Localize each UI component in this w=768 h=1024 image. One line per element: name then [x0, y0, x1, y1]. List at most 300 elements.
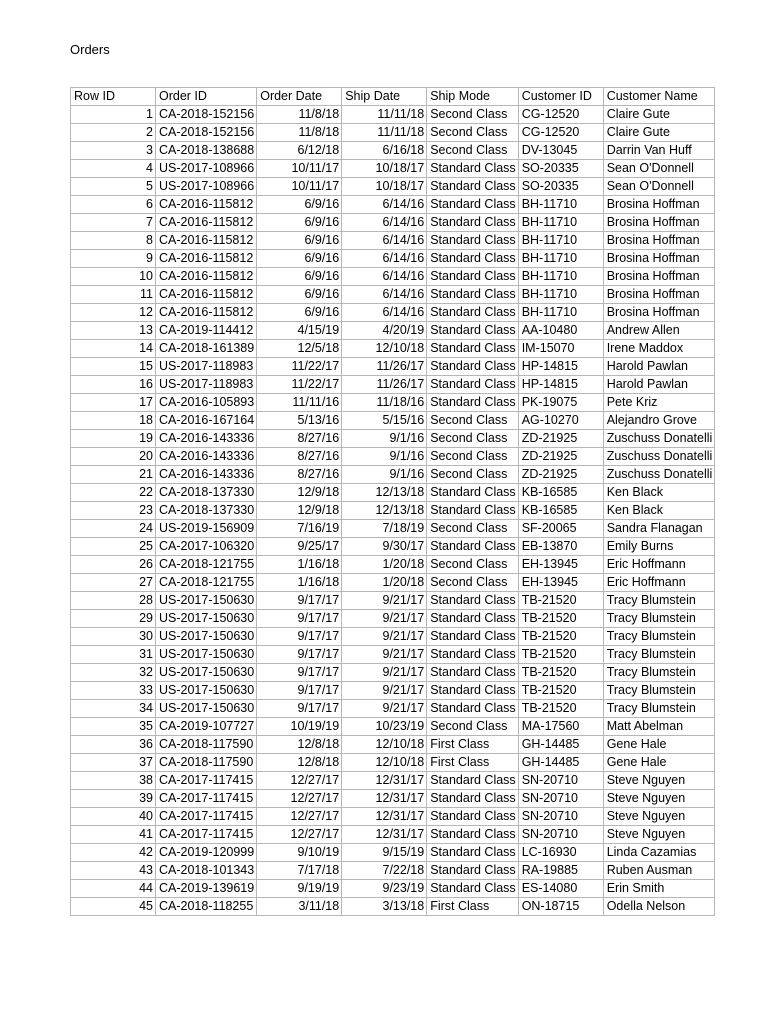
customer-id-cell[interactable]: TB-21520: [518, 664, 603, 682]
ship-mode-cell[interactable]: Standard Class: [427, 826, 518, 844]
order-id-cell[interactable]: CA-2018-138688: [156, 142, 257, 160]
order-id-cell[interactable]: CA-2016-105893: [156, 394, 257, 412]
order-id-cell[interactable]: US-2017-150630: [156, 700, 257, 718]
order-date-cell[interactable]: 8/27/16: [257, 430, 342, 448]
customer-name-cell[interactable]: Tracy Blumstein: [603, 682, 715, 700]
customer-name-cell[interactable]: Matt Abelman: [603, 718, 715, 736]
ship-mode-cell[interactable]: Second Class: [427, 718, 518, 736]
ship-date-cell[interactable]: 9/21/17: [342, 682, 427, 700]
ship-date-cell[interactable]: 9/1/16: [342, 448, 427, 466]
row-id-cell[interactable]: 10: [71, 268, 156, 286]
ship-date-cell[interactable]: 1/20/18: [342, 574, 427, 592]
ship-date-cell[interactable]: 9/1/16: [342, 466, 427, 484]
ship-mode-cell[interactable]: Standard Class: [427, 178, 518, 196]
row-id-cell[interactable]: 6: [71, 196, 156, 214]
row-id-cell[interactable]: 16: [71, 376, 156, 394]
customer-id-cell[interactable]: TB-21520: [518, 628, 603, 646]
customer-id-cell[interactable]: GH-14485: [518, 754, 603, 772]
customer-id-cell[interactable]: SO-20335: [518, 178, 603, 196]
ship-date-cell[interactable]: 6/16/18: [342, 142, 427, 160]
customer-id-cell[interactable]: SF-20065: [518, 520, 603, 538]
ship-date-cell[interactable]: 6/14/16: [342, 268, 427, 286]
customer-id-cell[interactable]: CG-12520: [518, 106, 603, 124]
row-id-cell[interactable]: 5: [71, 178, 156, 196]
order-date-cell[interactable]: 6/9/16: [257, 214, 342, 232]
order-date-cell[interactable]: 1/16/18: [257, 574, 342, 592]
customer-id-cell[interactable]: GH-14485: [518, 736, 603, 754]
ship-date-cell[interactable]: 12/31/17: [342, 826, 427, 844]
ship-date-cell[interactable]: 12/10/18: [342, 754, 427, 772]
ship-mode-cell[interactable]: Standard Class: [427, 844, 518, 862]
customer-name-cell[interactable]: Eric Hoffmann: [603, 556, 715, 574]
order-date-cell[interactable]: 9/17/17: [257, 646, 342, 664]
ship-mode-cell[interactable]: Standard Class: [427, 646, 518, 664]
order-id-cell[interactable]: US-2019-156909: [156, 520, 257, 538]
row-id-cell[interactable]: 15: [71, 358, 156, 376]
order-id-cell[interactable]: US-2017-150630: [156, 628, 257, 646]
order-date-cell[interactable]: 6/9/16: [257, 232, 342, 250]
column-header-ship-date[interactable]: Ship Date: [342, 88, 427, 106]
order-id-cell[interactable]: CA-2017-117415: [156, 790, 257, 808]
order-id-cell[interactable]: CA-2018-101343: [156, 862, 257, 880]
ship-date-cell[interactable]: 6/14/16: [342, 286, 427, 304]
row-id-cell[interactable]: 4: [71, 160, 156, 178]
ship-date-cell[interactable]: 9/21/17: [342, 628, 427, 646]
ship-mode-cell[interactable]: Standard Class: [427, 610, 518, 628]
customer-id-cell[interactable]: AA-10480: [518, 322, 603, 340]
ship-date-cell[interactable]: 6/14/16: [342, 250, 427, 268]
ship-mode-cell[interactable]: Second Class: [427, 124, 518, 142]
customer-name-cell[interactable]: Linda Cazamias: [603, 844, 715, 862]
customer-id-cell[interactable]: BH-11710: [518, 268, 603, 286]
order-id-cell[interactable]: CA-2017-106320: [156, 538, 257, 556]
row-id-cell[interactable]: 42: [71, 844, 156, 862]
order-date-cell[interactable]: 9/17/17: [257, 664, 342, 682]
order-date-cell[interactable]: 12/9/18: [257, 484, 342, 502]
ship-date-cell[interactable]: 12/10/18: [342, 340, 427, 358]
customer-id-cell[interactable]: BH-11710: [518, 286, 603, 304]
ship-mode-cell[interactable]: Standard Class: [427, 808, 518, 826]
row-id-cell[interactable]: 40: [71, 808, 156, 826]
order-id-cell[interactable]: CA-2018-121755: [156, 574, 257, 592]
order-id-cell[interactable]: CA-2016-143336: [156, 466, 257, 484]
row-id-cell[interactable]: 1: [71, 106, 156, 124]
ship-date-cell[interactable]: 12/10/18: [342, 736, 427, 754]
customer-id-cell[interactable]: TB-21520: [518, 646, 603, 664]
order-date-cell[interactable]: 12/27/17: [257, 808, 342, 826]
order-id-cell[interactable]: CA-2016-115812: [156, 304, 257, 322]
row-id-cell[interactable]: 20: [71, 448, 156, 466]
ship-mode-cell[interactable]: Standard Class: [427, 304, 518, 322]
customer-id-cell[interactable]: DV-13045: [518, 142, 603, 160]
customer-name-cell[interactable]: Zuschuss Donatelli: [603, 448, 715, 466]
order-id-cell[interactable]: CA-2019-139619: [156, 880, 257, 898]
customer-name-cell[interactable]: Tracy Blumstein: [603, 646, 715, 664]
row-id-cell[interactable]: 13: [71, 322, 156, 340]
order-id-cell[interactable]: US-2017-150630: [156, 646, 257, 664]
order-date-cell[interactable]: 12/5/18: [257, 340, 342, 358]
order-id-cell[interactable]: CA-2016-115812: [156, 286, 257, 304]
order-date-cell[interactable]: 12/27/17: [257, 826, 342, 844]
row-id-cell[interactable]: 2: [71, 124, 156, 142]
customer-name-cell[interactable]: Tracy Blumstein: [603, 664, 715, 682]
ship-mode-cell[interactable]: Standard Class: [427, 160, 518, 178]
ship-mode-cell[interactable]: Second Class: [427, 466, 518, 484]
ship-date-cell[interactable]: 10/18/17: [342, 178, 427, 196]
customer-id-cell[interactable]: BH-11710: [518, 214, 603, 232]
row-id-cell[interactable]: 41: [71, 826, 156, 844]
ship-mode-cell[interactable]: Second Class: [427, 430, 518, 448]
customer-id-cell[interactable]: LC-16930: [518, 844, 603, 862]
ship-date-cell[interactable]: 3/13/18: [342, 898, 427, 916]
row-id-cell[interactable]: 3: [71, 142, 156, 160]
order-date-cell[interactable]: 9/17/17: [257, 592, 342, 610]
customer-name-cell[interactable]: Steve Nguyen: [603, 826, 715, 844]
ship-date-cell[interactable]: 9/21/17: [342, 664, 427, 682]
ship-mode-cell[interactable]: Standard Class: [427, 214, 518, 232]
order-id-cell[interactable]: CA-2016-115812: [156, 250, 257, 268]
customer-name-cell[interactable]: Sean O'Donnell: [603, 160, 715, 178]
row-id-cell[interactable]: 23: [71, 502, 156, 520]
ship-mode-cell[interactable]: Standard Class: [427, 394, 518, 412]
order-date-cell[interactable]: 6/12/18: [257, 142, 342, 160]
order-id-cell[interactable]: CA-2017-117415: [156, 808, 257, 826]
ship-date-cell[interactable]: 12/13/18: [342, 502, 427, 520]
order-id-cell[interactable]: CA-2016-167164: [156, 412, 257, 430]
order-date-cell[interactable]: 11/22/17: [257, 358, 342, 376]
ship-mode-cell[interactable]: Standard Class: [427, 196, 518, 214]
ship-mode-cell[interactable]: Standard Class: [427, 232, 518, 250]
order-date-cell[interactable]: 5/13/16: [257, 412, 342, 430]
order-id-cell[interactable]: CA-2018-161389: [156, 340, 257, 358]
customer-name-cell[interactable]: Tracy Blumstein: [603, 700, 715, 718]
order-date-cell[interactable]: 8/27/16: [257, 448, 342, 466]
order-id-cell[interactable]: CA-2016-143336: [156, 448, 257, 466]
order-id-cell[interactable]: CA-2016-115812: [156, 214, 257, 232]
customer-id-cell[interactable]: RA-19885: [518, 862, 603, 880]
row-id-cell[interactable]: 27: [71, 574, 156, 592]
ship-mode-cell[interactable]: First Class: [427, 754, 518, 772]
row-id-cell[interactable]: 7: [71, 214, 156, 232]
customer-name-cell[interactable]: Darrin Van Huff: [603, 142, 715, 160]
customer-id-cell[interactable]: BH-11710: [518, 232, 603, 250]
order-id-cell[interactable]: CA-2018-152156: [156, 106, 257, 124]
order-id-cell[interactable]: CA-2016-115812: [156, 268, 257, 286]
row-id-cell[interactable]: 35: [71, 718, 156, 736]
customer-name-cell[interactable]: Harold Pawlan: [603, 376, 715, 394]
order-id-cell[interactable]: CA-2016-115812: [156, 232, 257, 250]
order-id-cell[interactable]: US-2017-150630: [156, 592, 257, 610]
order-id-cell[interactable]: CA-2018-137330: [156, 484, 257, 502]
row-id-cell[interactable]: 45: [71, 898, 156, 916]
customer-id-cell[interactable]: MA-17560: [518, 718, 603, 736]
customer-name-cell[interactable]: Sandra Flanagan: [603, 520, 715, 538]
ship-mode-cell[interactable]: Standard Class: [427, 538, 518, 556]
ship-mode-cell[interactable]: Standard Class: [427, 250, 518, 268]
order-id-cell[interactable]: CA-2019-120999: [156, 844, 257, 862]
order-id-cell[interactable]: CA-2016-143336: [156, 430, 257, 448]
customer-name-cell[interactable]: Tracy Blumstein: [603, 610, 715, 628]
order-id-cell[interactable]: US-2017-108966: [156, 178, 257, 196]
row-id-cell[interactable]: 44: [71, 880, 156, 898]
ship-date-cell[interactable]: 10/23/19: [342, 718, 427, 736]
row-id-cell[interactable]: 9: [71, 250, 156, 268]
ship-date-cell[interactable]: 6/14/16: [342, 196, 427, 214]
row-id-cell[interactable]: 30: [71, 628, 156, 646]
customer-id-cell[interactable]: KB-16585: [518, 484, 603, 502]
order-id-cell[interactable]: CA-2018-117590: [156, 736, 257, 754]
ship-date-cell[interactable]: 9/1/16: [342, 430, 427, 448]
ship-mode-cell[interactable]: Standard Class: [427, 286, 518, 304]
ship-date-cell[interactable]: 5/15/16: [342, 412, 427, 430]
ship-mode-cell[interactable]: Second Class: [427, 412, 518, 430]
order-date-cell[interactable]: 9/25/17: [257, 538, 342, 556]
ship-date-cell[interactable]: 11/18/16: [342, 394, 427, 412]
order-date-cell[interactable]: 4/15/19: [257, 322, 342, 340]
order-date-cell[interactable]: 9/17/17: [257, 700, 342, 718]
row-id-cell[interactable]: 17: [71, 394, 156, 412]
ship-date-cell[interactable]: 9/21/17: [342, 700, 427, 718]
customer-id-cell[interactable]: ON-18715: [518, 898, 603, 916]
column-header-order-id[interactable]: Order ID: [156, 88, 257, 106]
order-id-cell[interactable]: US-2017-150630: [156, 682, 257, 700]
order-id-cell[interactable]: CA-2018-152156: [156, 124, 257, 142]
order-id-cell[interactable]: US-2017-150630: [156, 664, 257, 682]
customer-name-cell[interactable]: Brosina Hoffman: [603, 286, 715, 304]
column-header-ship-mode[interactable]: Ship Mode: [427, 88, 518, 106]
ship-mode-cell[interactable]: Standard Class: [427, 376, 518, 394]
customer-id-cell[interactable]: BH-11710: [518, 250, 603, 268]
ship-date-cell[interactable]: 9/30/17: [342, 538, 427, 556]
ship-mode-cell[interactable]: Second Class: [427, 574, 518, 592]
customer-id-cell[interactable]: IM-15070: [518, 340, 603, 358]
ship-date-cell[interactable]: 11/26/17: [342, 358, 427, 376]
ship-date-cell[interactable]: 11/11/18: [342, 106, 427, 124]
row-id-cell[interactable]: 29: [71, 610, 156, 628]
customer-name-cell[interactable]: Brosina Hoffman: [603, 268, 715, 286]
customer-name-cell[interactable]: Ken Black: [603, 484, 715, 502]
order-date-cell[interactable]: 11/11/16: [257, 394, 342, 412]
ship-mode-cell[interactable]: Standard Class: [427, 772, 518, 790]
row-id-cell[interactable]: 18: [71, 412, 156, 430]
order-date-cell[interactable]: 3/11/18: [257, 898, 342, 916]
customer-id-cell[interactable]: TB-21520: [518, 700, 603, 718]
ship-date-cell[interactable]: 7/22/18: [342, 862, 427, 880]
row-id-cell[interactable]: 24: [71, 520, 156, 538]
customer-name-cell[interactable]: Ken Black: [603, 502, 715, 520]
ship-date-cell[interactable]: 11/11/18: [342, 124, 427, 142]
ship-mode-cell[interactable]: Standard Class: [427, 664, 518, 682]
row-id-cell[interactable]: 8: [71, 232, 156, 250]
ship-date-cell[interactable]: 12/13/18: [342, 484, 427, 502]
order-date-cell[interactable]: 9/10/19: [257, 844, 342, 862]
customer-id-cell[interactable]: EH-13945: [518, 574, 603, 592]
row-id-cell[interactable]: 14: [71, 340, 156, 358]
customer-id-cell[interactable]: TB-21520: [518, 592, 603, 610]
order-date-cell[interactable]: 6/9/16: [257, 268, 342, 286]
order-id-cell[interactable]: CA-2018-121755: [156, 556, 257, 574]
order-id-cell[interactable]: CA-2018-118255: [156, 898, 257, 916]
customer-id-cell[interactable]: SN-20710: [518, 790, 603, 808]
order-date-cell[interactable]: 7/16/19: [257, 520, 342, 538]
order-date-cell[interactable]: 6/9/16: [257, 196, 342, 214]
ship-mode-cell[interactable]: Standard Class: [427, 502, 518, 520]
customer-name-cell[interactable]: Emily Burns: [603, 538, 715, 556]
customer-id-cell[interactable]: SN-20710: [518, 772, 603, 790]
customer-id-cell[interactable]: AG-10270: [518, 412, 603, 430]
customer-id-cell[interactable]: ES-14080: [518, 880, 603, 898]
customer-name-cell[interactable]: Eric Hoffmann: [603, 574, 715, 592]
ship-mode-cell[interactable]: Standard Class: [427, 322, 518, 340]
ship-mode-cell[interactable]: Second Class: [427, 106, 518, 124]
column-header-customer-name[interactable]: Customer Name: [603, 88, 715, 106]
ship-mode-cell[interactable]: First Class: [427, 736, 518, 754]
customer-name-cell[interactable]: Claire Gute: [603, 106, 715, 124]
order-id-cell[interactable]: US-2017-118983: [156, 358, 257, 376]
customer-id-cell[interactable]: HP-14815: [518, 358, 603, 376]
ship-date-cell[interactable]: 7/18/19: [342, 520, 427, 538]
ship-date-cell[interactable]: 6/14/16: [342, 304, 427, 322]
order-date-cell[interactable]: 8/27/16: [257, 466, 342, 484]
order-date-cell[interactable]: 10/11/17: [257, 160, 342, 178]
ship-mode-cell[interactable]: Standard Class: [427, 862, 518, 880]
customer-name-cell[interactable]: Sean O'Donnell: [603, 178, 715, 196]
customer-id-cell[interactable]: KB-16585: [518, 502, 603, 520]
row-id-cell[interactable]: 32: [71, 664, 156, 682]
ship-date-cell[interactable]: 9/21/17: [342, 592, 427, 610]
customer-name-cell[interactable]: Andrew Allen: [603, 322, 715, 340]
order-date-cell[interactable]: 11/8/18: [257, 106, 342, 124]
order-id-cell[interactable]: CA-2018-117590: [156, 754, 257, 772]
customer-id-cell[interactable]: HP-14815: [518, 376, 603, 394]
order-date-cell[interactable]: 9/17/17: [257, 682, 342, 700]
column-header-row-id[interactable]: Row ID: [71, 88, 156, 106]
ship-date-cell[interactable]: 10/18/17: [342, 160, 427, 178]
customer-id-cell[interactable]: EB-13870: [518, 538, 603, 556]
ship-mode-cell[interactable]: First Class: [427, 898, 518, 916]
order-id-cell[interactable]: CA-2016-115812: [156, 196, 257, 214]
ship-mode-cell[interactable]: Standard Class: [427, 340, 518, 358]
customer-id-cell[interactable]: ZD-21925: [518, 466, 603, 484]
customer-name-cell[interactable]: Zuschuss Donatelli: [603, 430, 715, 448]
customer-id-cell[interactable]: CG-12520: [518, 124, 603, 142]
customer-id-cell[interactable]: EH-13945: [518, 556, 603, 574]
customer-name-cell[interactable]: Gene Hale: [603, 736, 715, 754]
ship-date-cell[interactable]: 12/31/17: [342, 790, 427, 808]
ship-mode-cell[interactable]: Standard Class: [427, 268, 518, 286]
row-id-cell[interactable]: 22: [71, 484, 156, 502]
customer-name-cell[interactable]: Erin Smith: [603, 880, 715, 898]
order-date-cell[interactable]: 9/17/17: [257, 628, 342, 646]
order-date-cell[interactable]: 1/16/18: [257, 556, 342, 574]
order-date-cell[interactable]: 12/27/17: [257, 790, 342, 808]
ship-mode-cell[interactable]: Second Class: [427, 520, 518, 538]
order-date-cell[interactable]: 6/9/16: [257, 250, 342, 268]
ship-mode-cell[interactable]: Standard Class: [427, 484, 518, 502]
customer-id-cell[interactable]: TB-21520: [518, 610, 603, 628]
row-id-cell[interactable]: 33: [71, 682, 156, 700]
customer-id-cell[interactable]: SO-20335: [518, 160, 603, 178]
ship-mode-cell[interactable]: Standard Class: [427, 358, 518, 376]
order-date-cell[interactable]: 9/19/19: [257, 880, 342, 898]
customer-id-cell[interactable]: BH-11710: [518, 196, 603, 214]
column-header-customer-id[interactable]: Customer ID: [518, 88, 603, 106]
order-date-cell[interactable]: 6/9/16: [257, 286, 342, 304]
ship-date-cell[interactable]: 9/21/17: [342, 610, 427, 628]
order-id-cell[interactable]: US-2017-108966: [156, 160, 257, 178]
ship-date-cell[interactable]: 9/15/19: [342, 844, 427, 862]
order-date-cell[interactable]: 9/17/17: [257, 610, 342, 628]
customer-name-cell[interactable]: Irene Maddox: [603, 340, 715, 358]
customer-name-cell[interactable]: Claire Gute: [603, 124, 715, 142]
ship-date-cell[interactable]: 1/20/18: [342, 556, 427, 574]
customer-name-cell[interactable]: Odella Nelson: [603, 898, 715, 916]
order-id-cell[interactable]: US-2017-150630: [156, 610, 257, 628]
ship-date-cell[interactable]: 11/26/17: [342, 376, 427, 394]
ship-date-cell[interactable]: 12/31/17: [342, 772, 427, 790]
ship-mode-cell[interactable]: Standard Class: [427, 682, 518, 700]
customer-name-cell[interactable]: Pete Kriz: [603, 394, 715, 412]
customer-name-cell[interactable]: Brosina Hoffman: [603, 214, 715, 232]
order-date-cell[interactable]: 10/19/19: [257, 718, 342, 736]
row-id-cell[interactable]: 19: [71, 430, 156, 448]
ship-date-cell[interactable]: 9/23/19: [342, 880, 427, 898]
customer-name-cell[interactable]: Steve Nguyen: [603, 808, 715, 826]
column-header-order-date[interactable]: Order Date: [257, 88, 342, 106]
customer-name-cell[interactable]: Brosina Hoffman: [603, 250, 715, 268]
row-id-cell[interactable]: 37: [71, 754, 156, 772]
customer-id-cell[interactable]: BH-11710: [518, 304, 603, 322]
row-id-cell[interactable]: 11: [71, 286, 156, 304]
ship-date-cell[interactable]: 6/14/16: [342, 214, 427, 232]
customer-name-cell[interactable]: Zuschuss Donatelli: [603, 466, 715, 484]
row-id-cell[interactable]: 25: [71, 538, 156, 556]
row-id-cell[interactable]: 28: [71, 592, 156, 610]
order-date-cell[interactable]: 12/8/18: [257, 736, 342, 754]
order-id-cell[interactable]: US-2017-118983: [156, 376, 257, 394]
ship-mode-cell[interactable]: Standard Class: [427, 880, 518, 898]
order-date-cell[interactable]: 7/17/18: [257, 862, 342, 880]
row-id-cell[interactable]: 39: [71, 790, 156, 808]
ship-mode-cell[interactable]: Second Class: [427, 448, 518, 466]
ship-date-cell[interactable]: 6/14/16: [342, 232, 427, 250]
order-date-cell[interactable]: 11/22/17: [257, 376, 342, 394]
customer-name-cell[interactable]: Harold Pawlan: [603, 358, 715, 376]
customer-name-cell[interactable]: Brosina Hoffman: [603, 196, 715, 214]
order-date-cell[interactable]: 10/11/17: [257, 178, 342, 196]
order-id-cell[interactable]: CA-2017-117415: [156, 826, 257, 844]
customer-id-cell[interactable]: ZD-21925: [518, 448, 603, 466]
ship-date-cell[interactable]: 9/21/17: [342, 646, 427, 664]
customer-name-cell[interactable]: Alejandro Grove: [603, 412, 715, 430]
order-date-cell[interactable]: 12/9/18: [257, 502, 342, 520]
order-id-cell[interactable]: CA-2018-137330: [156, 502, 257, 520]
order-id-cell[interactable]: CA-2019-107727: [156, 718, 257, 736]
row-id-cell[interactable]: 43: [71, 862, 156, 880]
customer-name-cell[interactable]: Gene Hale: [603, 754, 715, 772]
ship-mode-cell[interactable]: Second Class: [427, 142, 518, 160]
customer-name-cell[interactable]: Tracy Blumstein: [603, 592, 715, 610]
ship-mode-cell[interactable]: Second Class: [427, 556, 518, 574]
row-id-cell[interactable]: 38: [71, 772, 156, 790]
row-id-cell[interactable]: 34: [71, 700, 156, 718]
row-id-cell[interactable]: 12: [71, 304, 156, 322]
customer-id-cell[interactable]: ZD-21925: [518, 430, 603, 448]
customer-id-cell[interactable]: SN-20710: [518, 826, 603, 844]
order-date-cell[interactable]: 12/27/17: [257, 772, 342, 790]
customer-name-cell[interactable]: Ruben Ausman: [603, 862, 715, 880]
order-id-cell[interactable]: CA-2019-114412: [156, 322, 257, 340]
